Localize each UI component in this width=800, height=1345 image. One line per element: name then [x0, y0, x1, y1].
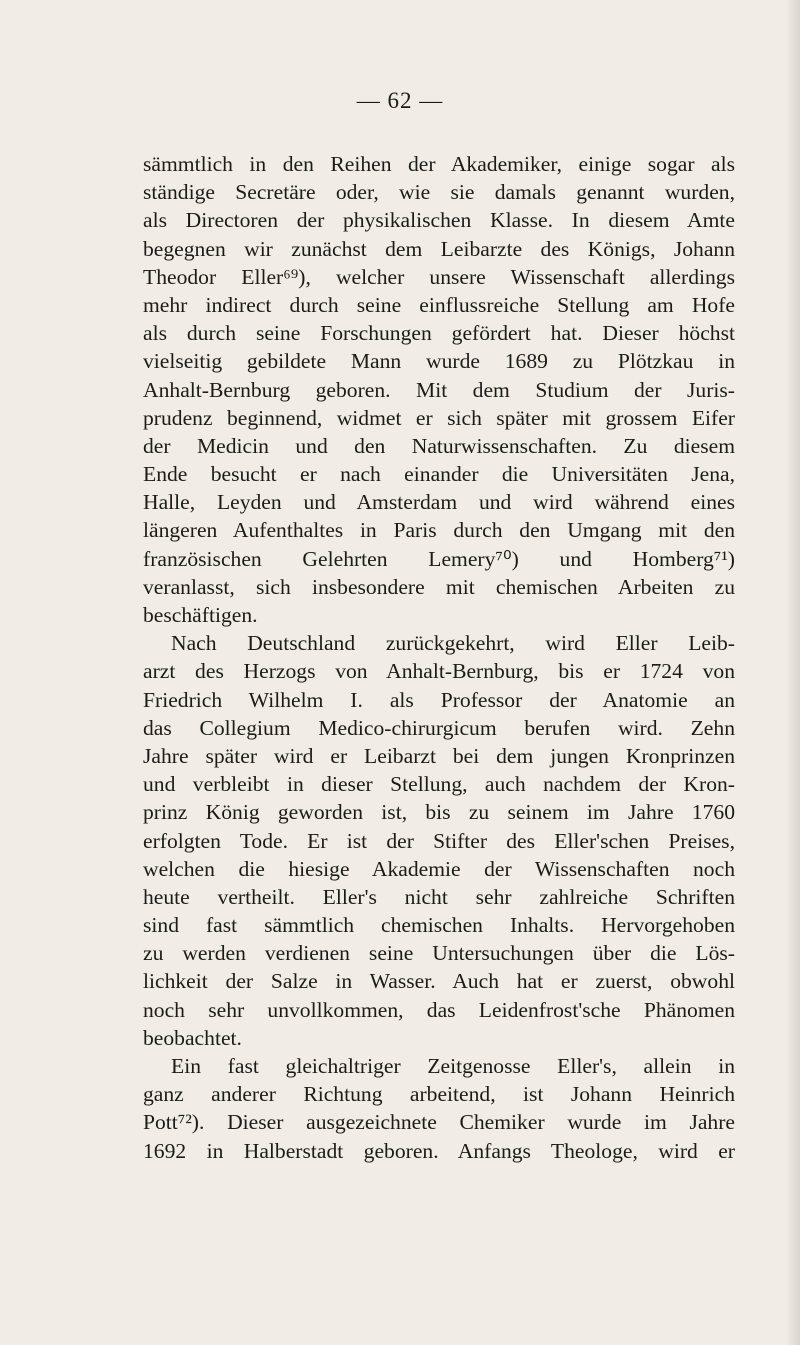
page-number: — 62 — — [356, 88, 444, 113]
text-line: beschäftigen. — [143, 603, 258, 627]
text-line: der Medicin und den Naturwissenschaften. Zu diesem — [143, 433, 735, 458]
text-line: zu werden verdienen seine Untersuchungen über die Lös- — [143, 941, 735, 966]
text-line: Nach Deutschland zurückgekehrt, wird Eller Leib- — [171, 631, 735, 656]
text-line: 1692 in Halberstadt geboren. Anfangs Theologe, wird er — [143, 1138, 735, 1163]
text-line: ständige Secretäre oder, wie sie damals genannt wurden, — [143, 180, 735, 205]
text-line: ganz anderer Richtung arbeitend, ist Johann Heinrich — [143, 1082, 735, 1107]
text-line: längeren Aufenthaltes in Paris durch den Umgang mit den — [143, 518, 735, 543]
text-line: Anhalt-Bernburg geboren. Mit dem Studium der Juris- — [143, 377, 735, 402]
text-body — [143, 150, 735, 1165]
text-line: noch sehr unvollkommen, das Leidenfrost'sche Phänomen — [143, 997, 735, 1022]
text-line: Pott⁷²). Dieser ausgezeichnete Chemiker wurde im Jahre — [143, 1110, 735, 1135]
text-line: begegnen wir zunächst dem Leibarzte des Königs, Johann — [143, 236, 735, 261]
text-line: welchen die hiesige Akademie der Wissenschaften noch — [143, 856, 735, 881]
paragraph-1 — [143, 150, 735, 629]
text-line: Ein fast gleichaltriger Zeitgenosse Eller's, allein in — [171, 1054, 735, 1078]
text-line: arzt des Herzogs von Anhalt-Bernburg, bis er 1724 von — [143, 659, 735, 684]
text-line: Friedrich Wilhelm I. als Professor der Anatomie an — [143, 687, 735, 712]
text-line: das Collegium Medico-chirurgicum berufen wird. Zehn — [143, 715, 735, 740]
text-line: vielseitig gebildete Mann wurde 1689 zu Plötzkau in — [143, 349, 735, 374]
text-line: Halle, Leyden und Amsterdam und wird während eines — [143, 490, 735, 515]
text-line: und verbleibt in dieser Stellung, auch nachdem der Kron- — [143, 772, 735, 797]
text-line: als durch seine Forschungen gefördert hat. Dieser höchst — [143, 321, 735, 346]
text-line: Jahre später wird er Leibarzt bei dem jungen Kronprinzen — [143, 743, 735, 768]
text-line: mehr indirect durch seine einflussreiche Stellung am Hofe — [143, 292, 735, 317]
text-line: prudenz beginnend, widmet er sich später mit grossem Eifer — [143, 405, 735, 430]
text-line: französischen Gelehrten Lemery⁷⁰) und Homberg⁷¹) — [143, 546, 735, 571]
text-line: prinz König geworden ist, bis zu seinem im Jahre 1760 — [143, 800, 735, 825]
text-line: veranlasst, sich insbesondere mit chemischen Arbeiten zu — [143, 574, 735, 599]
text-line: erfolgten Tode. Er ist der Stifter des Eller'schen Preises, — [143, 828, 735, 853]
paragraph-2 — [143, 629, 735, 1052]
text-line: sämmtlich in den Reihen der Akademiker, einige sogar als — [143, 152, 735, 176]
text-line: heute vertheilt. Eller's nicht sehr zahlreiche Schriften — [143, 884, 735, 909]
paragraph-3 — [143, 1052, 735, 1165]
text-line: beobachtet. — [143, 1025, 242, 1050]
text-line: sind fast sämmtlich chemischen Inhalts. Hervorgehoben — [143, 913, 735, 938]
text-line: Theodor Eller⁶⁹), welcher unsere Wissenschaft allerdings — [143, 264, 735, 289]
text-line: lichkeit der Salze in Wasser. Auch hat er zuerst, obwohl — [143, 969, 735, 994]
page-edge-shadow — [786, 0, 800, 1345]
text-line: Ende besucht er nach einander die Universitäten Jena, — [143, 462, 735, 487]
text-line: als Directoren der physikalischen Klasse. In diesem Amte — [143, 208, 735, 233]
